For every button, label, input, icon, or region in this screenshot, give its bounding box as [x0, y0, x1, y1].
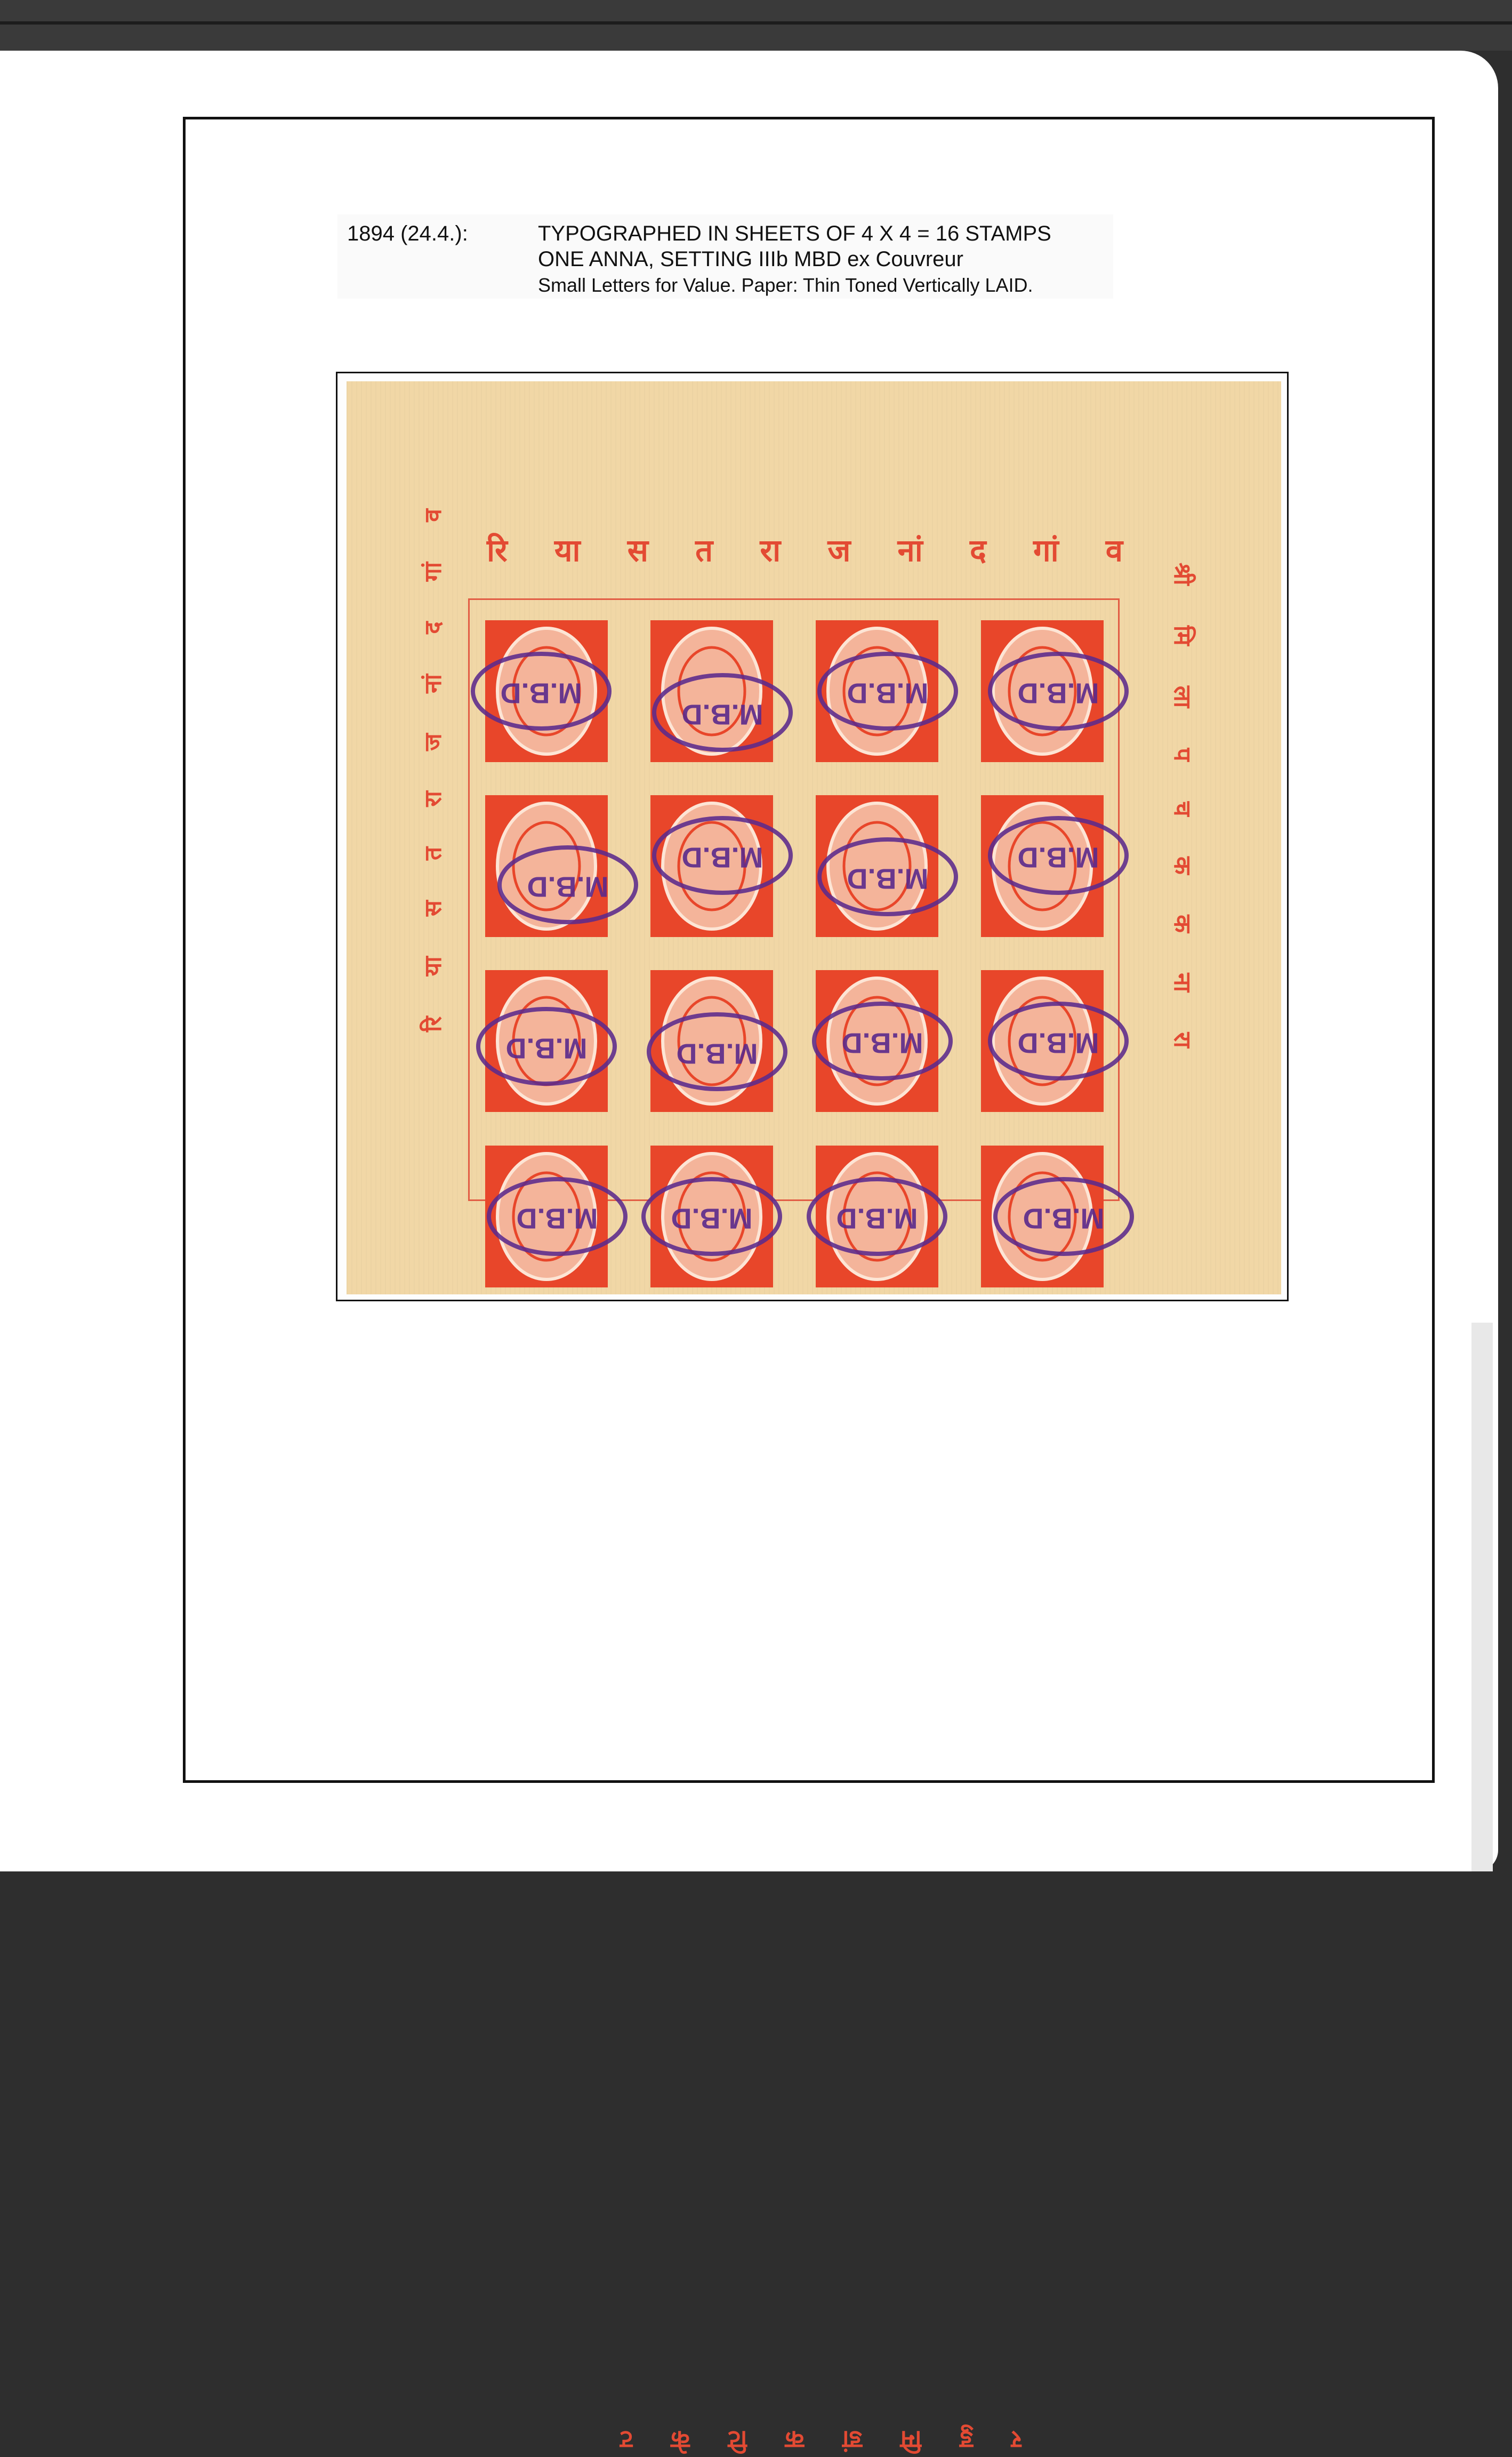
overprint-text: M.B.D: [847, 677, 929, 709]
stamp: [978, 967, 1106, 1115]
overprint-text: M.B.D: [1017, 1027, 1099, 1059]
caption-date: 1894 (24.4.):: [347, 222, 468, 245]
overprint-text: M.B.D: [847, 862, 929, 895]
margin-inscription-left: रि या स त रा ज नां द गां व: [420, 493, 447, 1032]
overprint-text: M.B.D: [841, 1027, 923, 1059]
stamp: [482, 967, 610, 1115]
stamp-sheet: [347, 381, 1281, 2454]
scanner-edge: [0, 0, 1512, 51]
stamp: [482, 618, 610, 765]
stamp: [482, 793, 610, 940]
stamp: [813, 793, 941, 940]
scanner-edge-line: [0, 21, 1512, 25]
caption-line-3: Small Letters for Value. Paper: Thin Toned Vertically LAID.: [538, 274, 1033, 296]
stamp: [813, 1143, 941, 1290]
album-edge: [1471, 1323, 1493, 1871]
stamp: [978, 793, 1106, 940]
overprint-text: M.B.D: [681, 698, 763, 731]
overprint-text: M.B.D: [500, 677, 582, 709]
stamp: [813, 618, 941, 765]
overprint-text: M.B.D: [527, 870, 609, 903]
overprint-text: M.B.D: [671, 1202, 753, 1235]
stamp: [648, 1143, 776, 1290]
stamp: [813, 967, 941, 1115]
margin-inscription-bottom: र डु मि डां क टि के ट: [605, 2426, 1022, 2454]
stamp: [978, 1143, 1106, 1290]
overprint-text: M.B.D: [681, 841, 763, 874]
overprint-text: M.B.D: [1017, 841, 1099, 874]
stamp-grid: [482, 618, 1112, 1235]
overprint-text: M.B.D: [516, 1202, 598, 1235]
overprint-text: M.B.D: [836, 1202, 918, 1235]
overprint-text: M.B.D: [505, 1032, 588, 1065]
margin-inscription-top: रि या स त रा ज नां द गां व: [486, 532, 1141, 569]
margin-inscription-right: श्री मि ला प च क क ना रा: [1169, 563, 1196, 1064]
overprint-text: M.B.D: [1017, 677, 1099, 709]
overprint-text: M.B.D: [676, 1037, 758, 1070]
stamp: [648, 618, 776, 765]
caption-line-2: ONE ANNA, SETTING IIIb MBD ex Couvreur: [538, 247, 963, 271]
caption-label: [337, 214, 1113, 299]
stamp: [648, 967, 776, 1115]
stamp: [482, 1143, 610, 1290]
stamp: [648, 793, 776, 940]
caption-line-1: TYPOGRAPHED IN SHEETS OF 4 X 4 = 16 STAMPS: [538, 222, 1051, 245]
stamp: [978, 618, 1106, 765]
overprint-text: M.B.D: [1023, 1202, 1105, 1235]
